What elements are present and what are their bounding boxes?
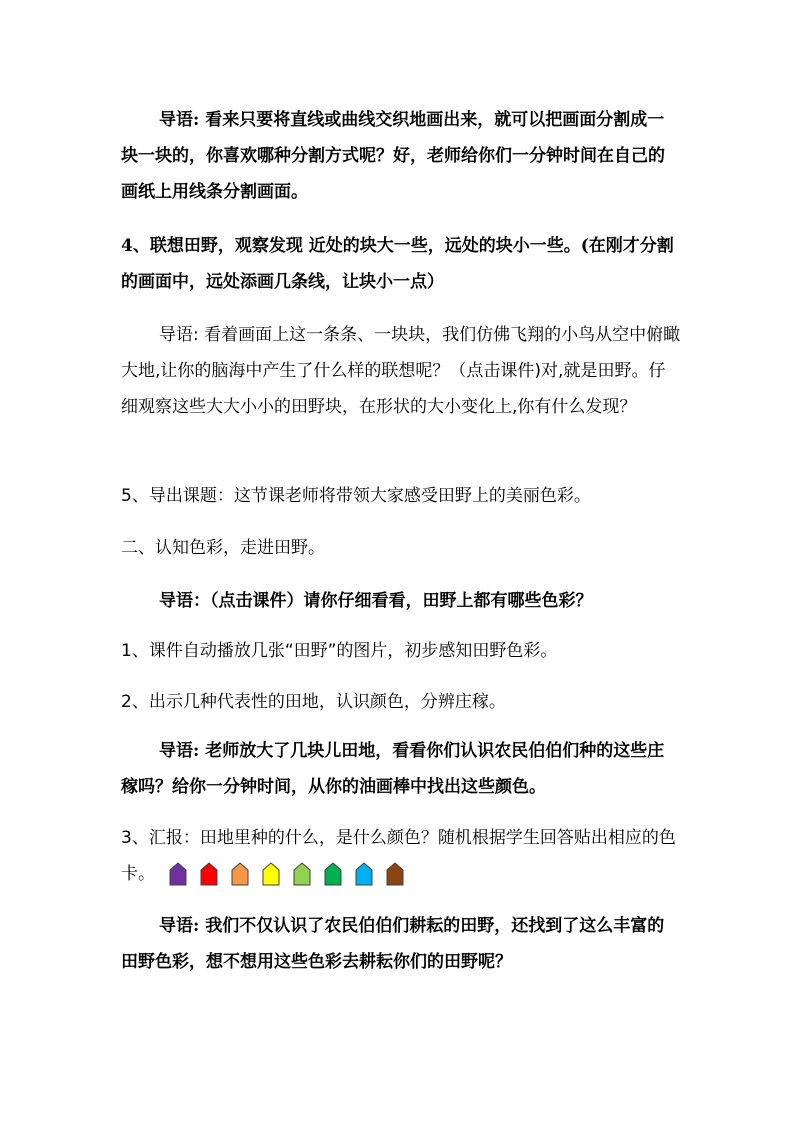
paragraph-guide-dividing: 导语: 看来只要将直线或曲线交织地画出来，就可以把画面分割成一块一块的，你喜欢哪种分割方式呢？好，老师给你们一分钟时间在自己的画纸上用线条分割画面。 (121, 110, 665, 202)
color-card-1-icon (169, 862, 187, 886)
color-card-8-icon (386, 862, 404, 886)
item-3-text: 3、汇报：田地里种的什么，是什么颜色？随机根据学生回答贴出相应的色卡。 (121, 828, 676, 884)
color-card-6-icon (324, 862, 342, 886)
step-4-text: 4、联想田野，观察发现 近处的块大一些，远处的块小一些。(在刚才分割的画面中，远处添画几条线，让块小一点） (121, 236, 674, 292)
paragraph-item-3 (121, 820, 681, 892)
color-card-7-icon (355, 862, 373, 886)
paragraph-guide-colors: 导语：（点击课件）请你仔细看看，田野上都有哪些色彩？ (159, 591, 593, 611)
paragraph-guide-crops: 导语: 老师放大了几块儿田地，看看你们认识农民伯伯们种的这些庄稼吗？给你一分钟时间，从你的油画棒中找出这些颜色。 (121, 741, 665, 797)
section-heading-2: 二、认知色彩，走进田野。 (121, 538, 325, 558)
paragraph-item-2: 2、出示几种代表性的田地，认识颜色，分辨庄稼。 (121, 692, 506, 712)
paragraph-guide-cultivate: 导语: 我们不仅认识了农民伯伯们耕耘的田野，还找到了这么丰富的田野色彩，想不想用这些色彩去耕耘你们的田野呢？ (121, 916, 665, 972)
color-card-4-icon (262, 862, 280, 886)
paragraph-guide-fields: 导语: 看着画面上这一条条、一块块，我们仿佛飞翔的小鸟从空中俯瞰大地,让你的脑海中产生了什么样的联想呢？（点击课件)对,就是田野。仔细观察这些大大小小的田野块，在形状的大小变化上,你有什么发现？ (121, 325, 681, 417)
paragraph-step-4 (121, 228, 681, 300)
paragraph-item-1: 1、课件自动播放几张“田野”的图片，初步感知田野色彩。 (121, 641, 558, 661)
color-card-2-icon (200, 862, 218, 886)
color-card-5-icon (293, 862, 311, 886)
color-card-row (169, 862, 404, 886)
paragraph-step-5: 5、导出课题：这节课老师将带领大家感受田野上的美丽色彩。 (121, 486, 591, 506)
color-card-3-icon (231, 862, 249, 886)
